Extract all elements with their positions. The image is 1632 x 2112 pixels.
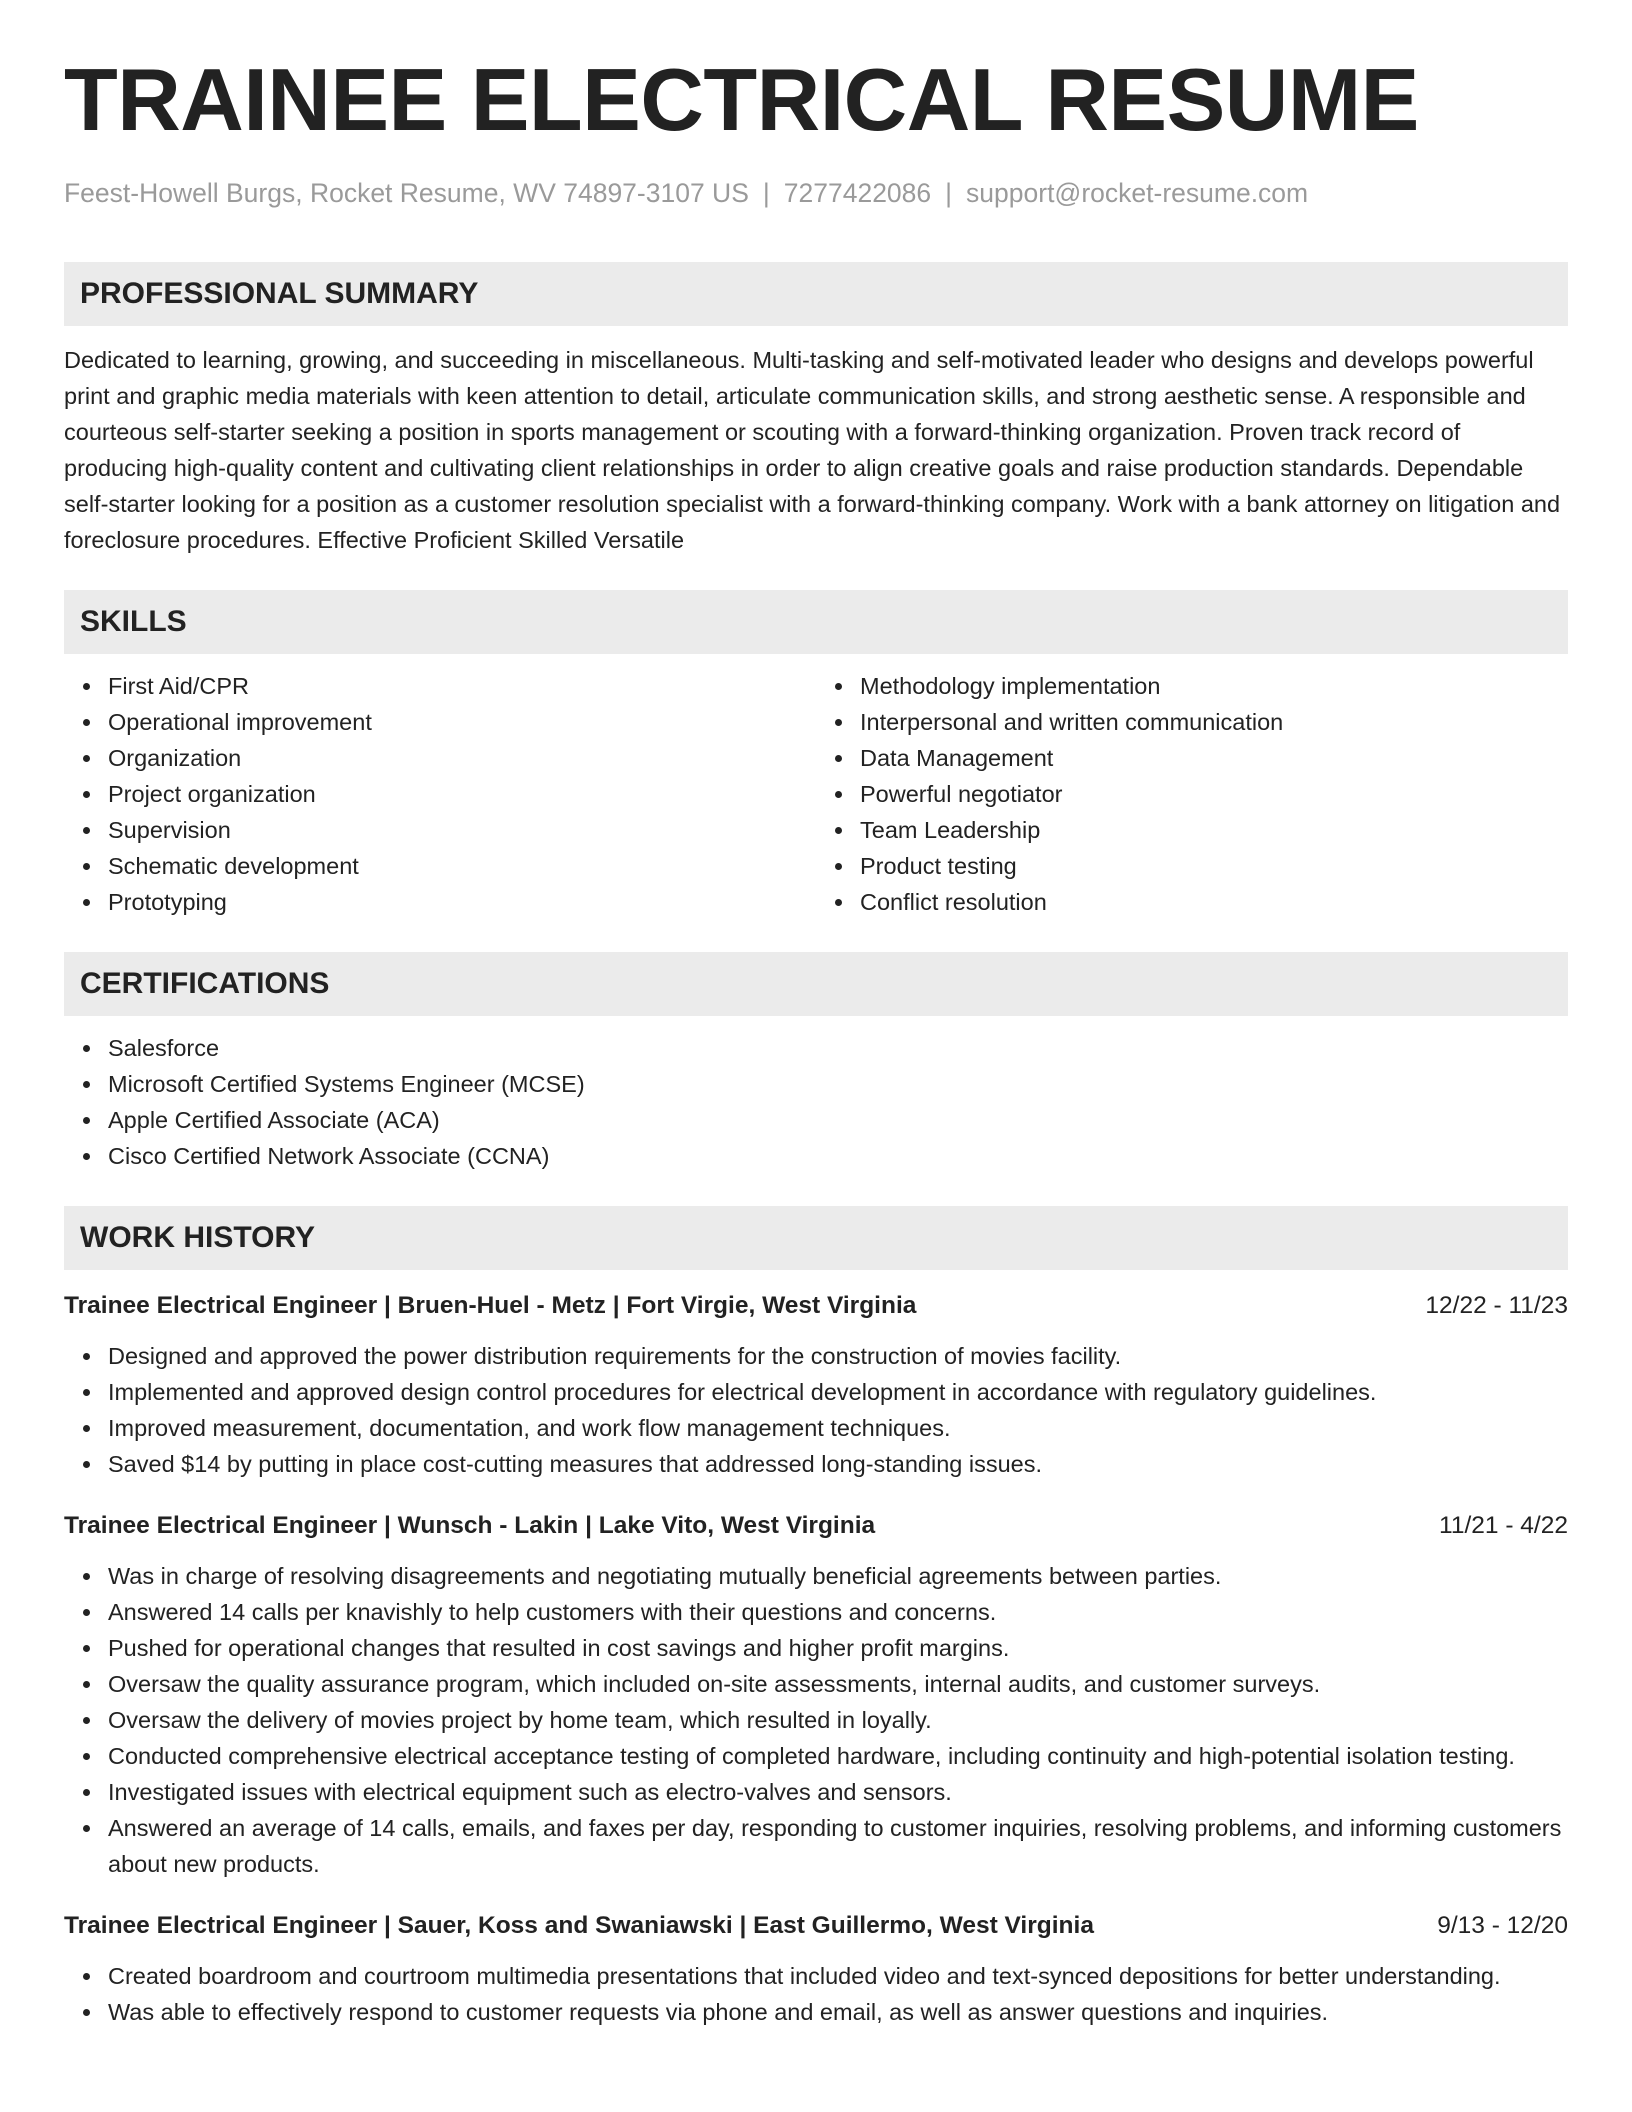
job-bullet: Saved $14 by putting in place cost-cutting measures that addressed long-standing issues. (108, 1446, 1568, 1482)
job-bullet: Investigated issues with electrical equipment such as electro-valves and sensors. (108, 1774, 1568, 1810)
summary-text: Dedicated to learning, growing, and succeeding in miscellaneous. Multi-tasking and self-motivated leader who designs and develops powerful print and graphic media materials with keen attention to detail, articulate communication skills, and strong aesthetic sense. A responsible and courteous self-starter seeking a position in sports management or scouting with a forward-thinking organization. Proven track record of producing high-quality content and cultivating client relationships in order to align creative goals and raise production standards. Dependable self-starter looking for a position as a customer resolution specialist with a forward-thinking company. Work with a bank attorney on litigation and foreclosure procedures. Effective Proficient Skilled Versatile (64, 347, 1561, 553)
job-title: Trainee Electrical Engineer | Bruen-Huel - Metz | Fort Virgie, West Virginia (64, 1292, 917, 1319)
summary-heading: PROFESSIONAL SUMMARY (64, 262, 1568, 326)
certification-item: Salesforce (108, 1030, 1568, 1066)
skill-item: Data Management (860, 740, 1568, 776)
skills-heading: SKILLS (64, 590, 1568, 654)
skills-column-left (64, 668, 816, 920)
skill-item: Organization (108, 740, 816, 776)
job-bullet: Created boardroom and courtroom multimedia presentations that included video and text-synced depositions for better understanding. (108, 1958, 1568, 1994)
job-header (64, 1288, 1568, 1324)
job-bullet: Oversaw the quality assurance program, which included on-site assessments, internal audits, and customer surveys. (108, 1666, 1568, 1702)
job-bullet: Oversaw the delivery of movies project by home team, which resulted in loyally. (108, 1702, 1568, 1738)
job-title: Trainee Electrical Engineer | Sauer, Koss and Swaniawski | East Guillermo, West Virginia (64, 1912, 1094, 1939)
contact-line (64, 176, 1568, 210)
skill-item: Interpersonal and written communication (860, 704, 1568, 740)
certifications-list (64, 1030, 1568, 1174)
work-history-heading: WORK HISTORY (64, 1206, 1568, 1270)
skills-column-right (816, 668, 1568, 920)
job-entry (64, 1908, 1568, 2030)
job-bullet: Was in charge of resolving disagreements and negotiating mutually beneficial agreements between parties. (108, 1558, 1568, 1594)
job-bullet: Improved measurement, documentation, and work flow management techniques. (108, 1410, 1568, 1446)
job-bullet: Conducted comprehensive electrical acceptance testing of completed hardware, including continuity and high-potential isolation testing. (108, 1738, 1568, 1774)
skills-list (64, 654, 1568, 920)
skill-item: Schematic development (108, 848, 816, 884)
job-bullets (64, 1338, 1568, 1482)
job-title: Trainee Electrical Engineer | Wunsch - Lakin | Lake Vito, West Virginia (64, 1512, 876, 1539)
job-dates: 9/13 - 12/20 (1437, 1912, 1568, 1939)
skill-item: Methodology implementation (860, 668, 1568, 704)
certification-item: Cisco Certified Network Associate (CCNA) (108, 1138, 1568, 1174)
job-bullet: Was able to effectively respond to customer requests via phone and email, as well as answer questions and inquiries. (108, 1994, 1568, 2030)
job-header (64, 1508, 1568, 1544)
job-bullet: Answered 14 calls per knavishly to help customers with their questions and concerns. (108, 1594, 1568, 1630)
resume-title: TRAINEE ELECTRICAL RESUME (64, 50, 1419, 149)
certifications-heading: CERTIFICATIONS (64, 952, 1568, 1016)
contact-separator: | (762, 178, 770, 208)
job-bullets (64, 1558, 1568, 1882)
job-bullet: Answered an average of 14 calls, emails, and faxes per day, responding to customer inquiries, resolving problems, and informing customers about new products. (108, 1810, 1568, 1882)
job-bullet: Implemented and approved design control procedures for electrical development in accordance with regulatory guidelines. (108, 1374, 1568, 1410)
job-entry (64, 1288, 1568, 1482)
job-dates: 12/22 - 11/23 (1425, 1292, 1568, 1319)
job-bullets (64, 1958, 1568, 2030)
contact-phone: 7277422086 (783, 178, 932, 208)
job-entry (64, 1508, 1568, 1882)
skill-item: Project organization (108, 776, 816, 812)
job-header (64, 1908, 1568, 1944)
skill-item: Prototyping (108, 884, 816, 920)
certification-item: Apple Certified Associate (ACA) (108, 1102, 1568, 1138)
skill-item: Powerful negotiator (860, 776, 1568, 812)
job-dates: 11/21 - 4/22 (1439, 1512, 1568, 1539)
skill-item: Operational improvement (108, 704, 816, 740)
skill-item: First Aid/CPR (108, 668, 816, 704)
skill-item: Team Leadership (860, 812, 1568, 848)
skill-item: Supervision (108, 812, 816, 848)
contact-email[interactable]: support@rocket-resume.com (966, 178, 1309, 208)
contact-address: Feest-Howell Burgs, Rocket Resume, WV 74897-3107 US (64, 178, 749, 208)
skill-item: Conflict resolution (860, 884, 1568, 920)
work-history-list (64, 1288, 1568, 2030)
skill-item: Product testing (860, 848, 1568, 884)
certification-item: Microsoft Certified Systems Engineer (MCSE) (108, 1066, 1568, 1102)
job-bullet: Designed and approved the power distribution requirements for the construction of movies facility. (108, 1338, 1568, 1374)
job-bullet: Pushed for operational changes that resulted in cost savings and higher profit margins. (108, 1630, 1568, 1666)
contact-separator: | (945, 178, 953, 208)
